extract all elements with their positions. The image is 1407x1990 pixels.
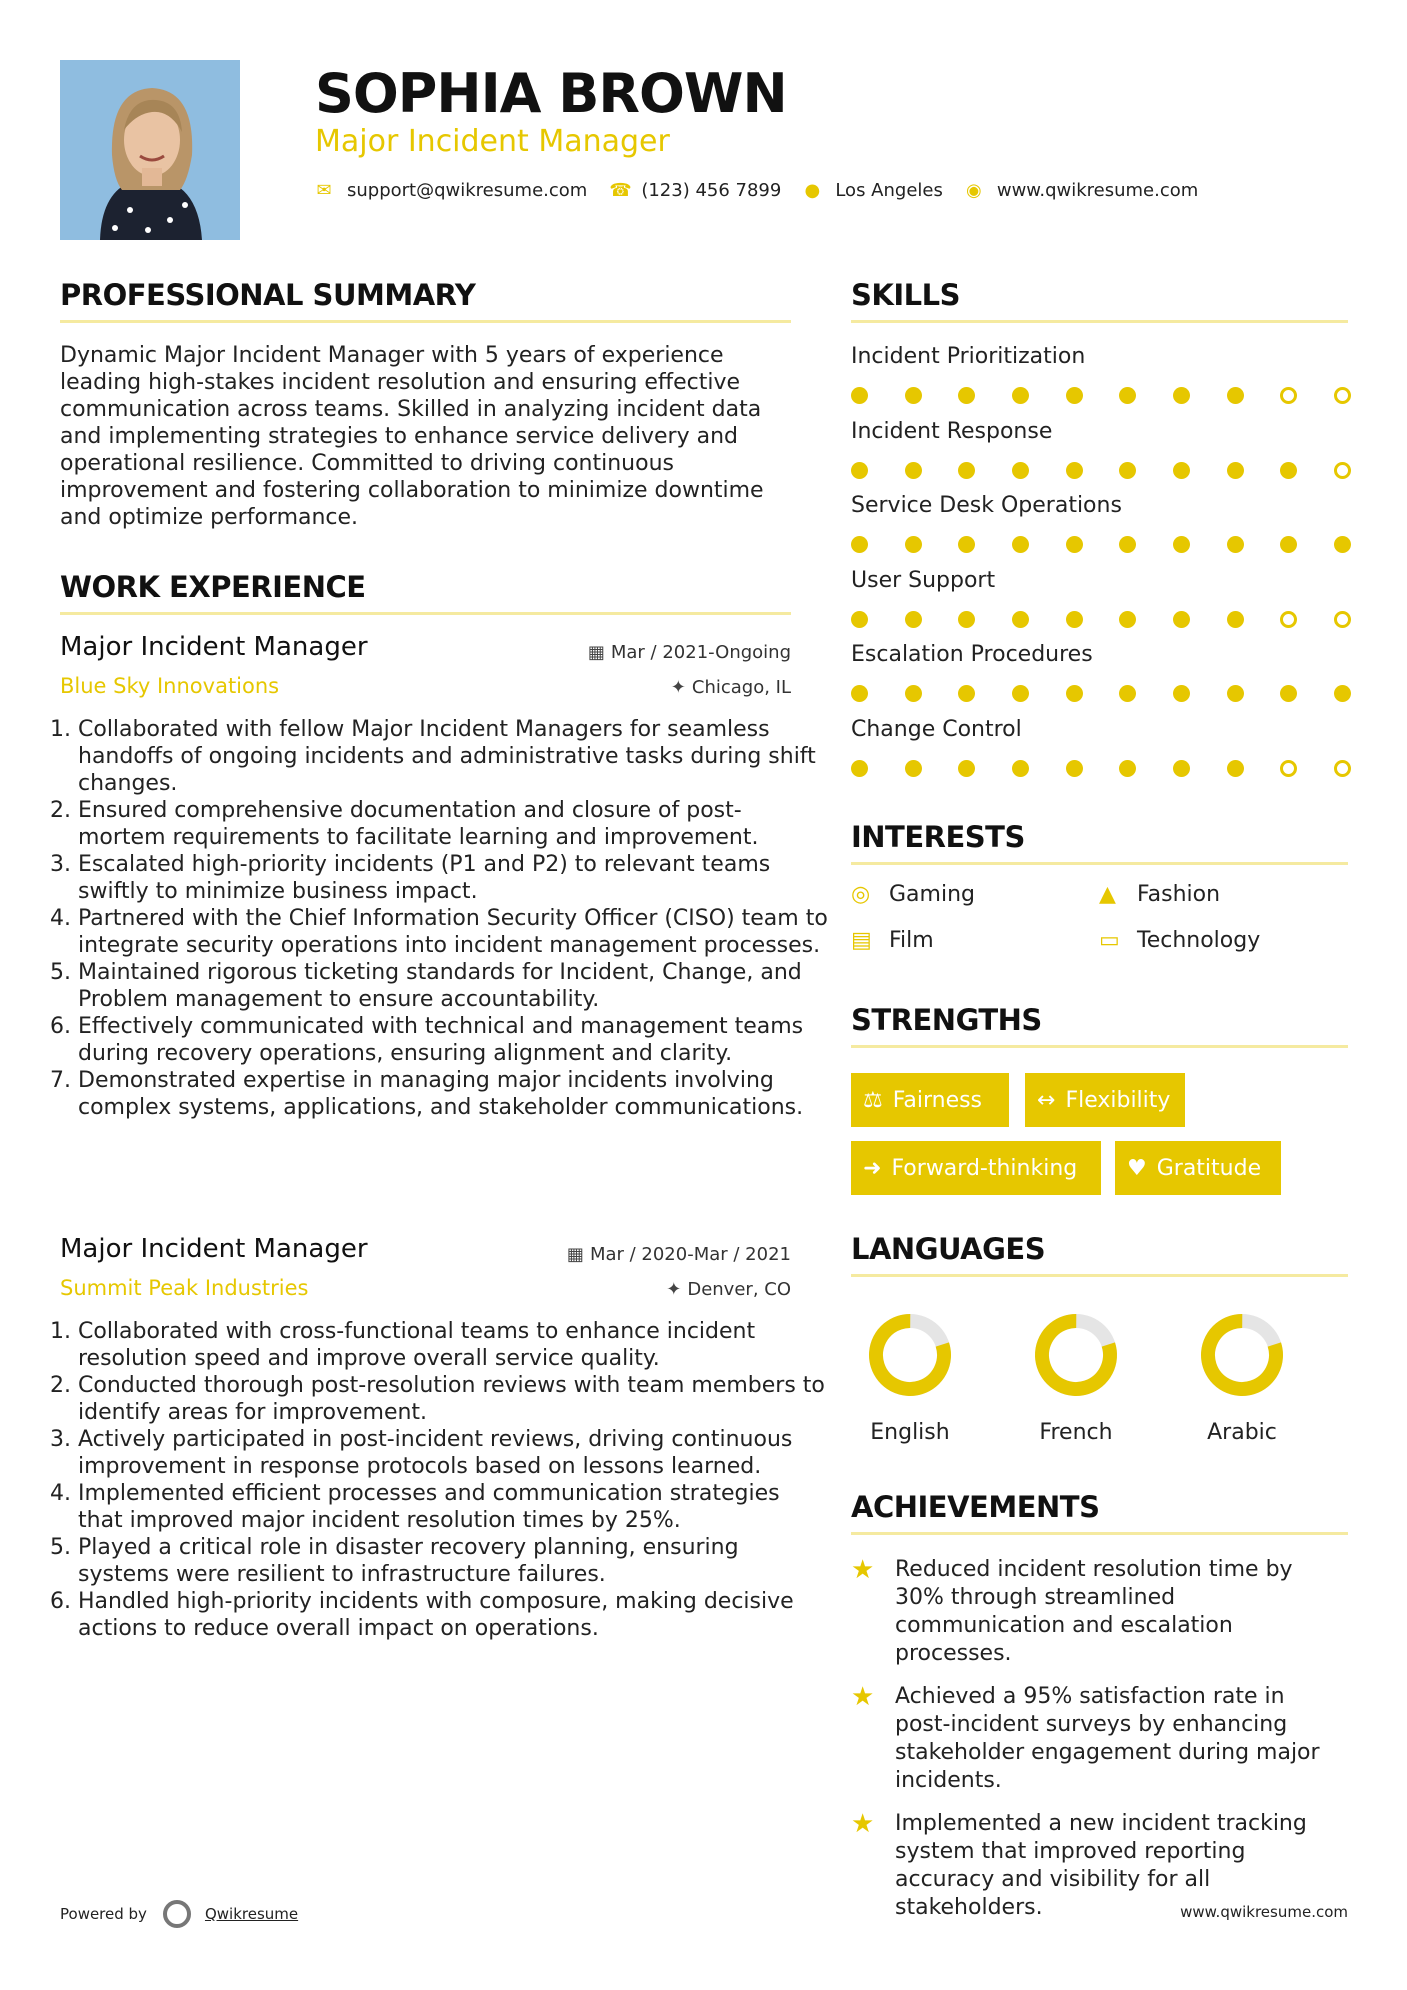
- job-bullet: 4. Partnered with the Chief Information Security Officer (CISO) team to integrate security operations into incident management processes.: [78, 905, 828, 959]
- location-text: Los Angeles: [835, 180, 943, 201]
- rating-dot-filled: [1119, 611, 1136, 628]
- envelope-icon: ✉: [316, 180, 332, 201]
- pushpin-icon: ✦: [670, 677, 686, 698]
- footer-powered: [60, 1900, 298, 1928]
- rating-dot-filled: [851, 536, 868, 553]
- job-bullet: 2. Ensured comprehensive documentation and closure of post-mortem requirements to facilitate learning and improvement.: [78, 797, 828, 851]
- language-label: Arabic: [1207, 1420, 1277, 1445]
- skill-name: Incident Response: [851, 418, 1053, 444]
- phone-text: (123) 456 7899: [641, 180, 782, 201]
- job-date: [588, 642, 791, 663]
- job-bullets: [50, 1318, 828, 1642]
- rating-dot-filled: [1119, 685, 1136, 702]
- website-text: www.qwikresume.com: [996, 180, 1199, 201]
- rating-dot-filled: [1227, 387, 1244, 404]
- job-location-text: Chicago, IL: [691, 677, 791, 698]
- candidate-role: Major Incident Manager: [315, 124, 670, 159]
- contact-website[interactable]: [965, 180, 1198, 201]
- strength-chip: [851, 1141, 1101, 1195]
- job-location: [666, 1279, 791, 1300]
- achievement-text: Implemented a new incident tracking system that improved reporting accuracy and visibility for all stakeholders.: [895, 1811, 1307, 1920]
- rating-dot-filled: [1173, 685, 1190, 702]
- rating-dot-filled: [1066, 536, 1083, 553]
- skill-item: [851, 344, 1351, 404]
- rating-dot-filled: [1227, 760, 1244, 777]
- rating-dot-filled: [1119, 536, 1136, 553]
- job-bullet: 2. Conducted thorough post-resolution reviews with team members to identify areas for improvement.: [78, 1372, 828, 1426]
- phone-icon: ☎: [609, 180, 632, 201]
- rating-dot-filled: [1066, 685, 1083, 702]
- rating-dot-filled: [905, 760, 922, 777]
- rating-dot-empty: [1280, 387, 1297, 404]
- rating-dot-filled: [851, 760, 868, 777]
- strength-chip: [1115, 1141, 1281, 1195]
- rating-dot-filled: [958, 611, 975, 628]
- rating-dot-filled: [1334, 536, 1351, 553]
- strengths-divider: [851, 1045, 1348, 1048]
- job-date-text: Mar / 2020-Mar / 2021: [589, 1244, 791, 1265]
- rating-dot-empty: [1334, 462, 1351, 479]
- map-pin-icon: ●: [804, 180, 821, 201]
- skill-rating: [851, 611, 1351, 628]
- achievements-divider: [851, 1532, 1348, 1535]
- achievements-title: ACHIEVEMENTS: [851, 1490, 1100, 1524]
- job-company: Blue Sky Innovations: [60, 674, 280, 698]
- interest-label: Technology: [1137, 928, 1261, 953]
- job-bullet: 4. Implemented efficient processes and communication strategies that improved major incident resolution times by 25%.: [78, 1480, 828, 1534]
- achievement-text: Achieved a 95% satisfaction rate in post-incident surveys by enhancing stakeholder engagement during major incidents.: [895, 1684, 1320, 1793]
- language-label: English: [870, 1420, 950, 1445]
- interest-item: [1099, 928, 1260, 953]
- job-bullet: 6. Handled high-priority incidents with composure, making decisive actions to reduce overall impact on operations.: [78, 1588, 828, 1642]
- strength-label: Gratitude: [1156, 1155, 1262, 1181]
- rating-dot-filled: [1066, 760, 1083, 777]
- profile-photo: [60, 60, 240, 240]
- skills-divider: [851, 320, 1348, 323]
- brand-link[interactable]: Qwikresume: [204, 1905, 299, 1923]
- rating-dot-empty: [1334, 611, 1351, 628]
- interest-label: Gaming: [889, 882, 975, 907]
- rating-dot-filled: [1012, 462, 1029, 479]
- skill-name: Service Desk Operations: [851, 493, 1122, 518]
- interest-item: [1099, 882, 1220, 907]
- contact-location: [803, 180, 943, 201]
- job-title: Major Incident Manager: [60, 632, 368, 662]
- star-icon: ★: [851, 1809, 875, 1839]
- rating-dot-filled: [1280, 536, 1297, 553]
- experience-title: WORK EXPERIENCE: [60, 570, 366, 604]
- strength-label: Fairness: [892, 1087, 983, 1113]
- rating-dot-filled: [1173, 387, 1190, 404]
- email-text: support@qwikresume.com: [347, 180, 588, 201]
- rating-dot-filled: [1227, 685, 1244, 702]
- skill-name: Incident Prioritization: [851, 344, 1086, 369]
- rating-dot-filled: [958, 387, 975, 404]
- job-company: Summit Peak Industries: [60, 1276, 309, 1300]
- skill-item: [851, 419, 1351, 479]
- job-location: [671, 677, 791, 698]
- skill-rating: [851, 462, 1351, 479]
- star-icon: ★: [851, 1555, 875, 1585]
- job-location-text: Denver, CO: [687, 1279, 791, 1300]
- interests-title: INTERESTS: [851, 820, 1025, 854]
- summary-divider: [60, 320, 791, 323]
- laptop-icon: ▭: [1099, 928, 1120, 953]
- rating-dot-empty: [1280, 611, 1297, 628]
- interests-divider: [851, 862, 1348, 865]
- job-date-text: Mar / 2021-Ongoing: [610, 642, 791, 663]
- language-label: French: [1039, 1420, 1113, 1445]
- rating-dot-filled: [1173, 462, 1190, 479]
- rating-dot-filled: [1012, 760, 1029, 777]
- rating-dot-filled: [851, 611, 868, 628]
- rating-dot-filled: [851, 387, 868, 404]
- strength-label: Flexibility: [1065, 1087, 1171, 1113]
- strength-chip: [851, 1073, 1009, 1127]
- rating-dot-filled: [1280, 462, 1297, 479]
- pushpin-icon: ✦: [666, 1279, 682, 1300]
- achievement-item: [851, 1556, 1351, 1668]
- job-title: Major Incident Manager: [60, 1234, 368, 1264]
- rating-dot-filled: [1173, 536, 1190, 553]
- languages-divider: [851, 1274, 1348, 1277]
- arrows-horizontal-icon: ↔: [1037, 1087, 1056, 1113]
- contact-bar: [315, 180, 1220, 201]
- experience-divider: [60, 612, 791, 615]
- job-bullet: 1. Collaborated with fellow Major Incident Managers for seamless handoffs of ongoing incidents and administrative tasks during shift changes.: [78, 716, 828, 797]
- rating-dot-filled: [1012, 387, 1029, 404]
- rating-dot-filled: [1173, 611, 1190, 628]
- rating-dot-filled: [905, 462, 922, 479]
- achievement-text: Reduced incident resolution time by 30% through streamlined communication and escalation processes.: [895, 1557, 1293, 1666]
- rating-dot-filled: [905, 387, 922, 404]
- strengths-title: STRENGTHS: [851, 1003, 1042, 1037]
- job-bullet: 5. Maintained rigorous ticketing standards for Incident, Change, and Problem management to ensure accountability.: [78, 959, 828, 1013]
- skill-item: [851, 717, 1351, 777]
- rating-dot-filled: [1066, 611, 1083, 628]
- skill-item: [851, 568, 1351, 628]
- rating-dot-filled: [1012, 536, 1029, 553]
- interest-item: [851, 882, 975, 907]
- arrow-right-icon: ➜: [863, 1155, 882, 1181]
- rating-dot-filled: [1227, 536, 1244, 553]
- gamepad-icon: ◎: [851, 882, 871, 907]
- rating-dot-filled: [905, 611, 922, 628]
- contact-phone[interactable]: [609, 180, 781, 201]
- film-icon: ▤: [851, 928, 872, 953]
- job-bullet: 3. Escalated high-priority incidents (P1 and P2) to relevant teams swiftly to minimize business impact.: [78, 851, 828, 905]
- rating-dot-filled: [1066, 462, 1083, 479]
- interest-item: [851, 928, 934, 953]
- job-bullet: 5. Played a critical role in disaster recovery planning, ensuring systems were resilient to infrastructure failures.: [78, 1534, 828, 1588]
- rating-dot-empty: [1334, 760, 1351, 777]
- rating-dot-filled: [1119, 462, 1136, 479]
- rating-dot-filled: [1334, 685, 1351, 702]
- star-icon: ★: [851, 1682, 875, 1712]
- job-bullets: [50, 716, 828, 1121]
- language-ring: [865, 1310, 955, 1400]
- languages-title: LANGUAGES: [851, 1232, 1046, 1266]
- language-item: [1167, 1310, 1317, 1445]
- strength-label: Forward-thinking: [891, 1155, 1078, 1181]
- qwikresume-logo-icon: [163, 1900, 191, 1928]
- rating-dot-filled: [1280, 685, 1297, 702]
- calendar-icon: ▦: [587, 642, 605, 663]
- rating-dot-filled: [1012, 611, 1029, 628]
- job-bullet: 7. Demonstrated expertise in managing major incidents involving complex systems, applications, and stakeholder communications.: [78, 1067, 828, 1121]
- job-bullet: 6. Effectively communicated with technical and management teams during recovery operations, ensuring alignment and clarity.: [78, 1013, 828, 1067]
- summary-text: Dynamic Major Incident Manager with 5 years of experience leading high-stakes incident resolution and ensuring effective communication across teams. Skilled in analyzing incident data and implementing strategies to enhance service delivery and operational resilience. Committed to driving continuous improvement and fostering collaboration to minimize downtime and optimize performance.: [60, 343, 764, 530]
- calendar-icon: ▦: [566, 1244, 584, 1265]
- rating-dot-filled: [1012, 685, 1029, 702]
- rating-dot-filled: [1119, 387, 1136, 404]
- language-ring: [1197, 1310, 1287, 1400]
- job-bullet: 1. Collaborated with cross-functional teams to enhance incident resolution speed and improve overall service quality.: [78, 1318, 828, 1372]
- shopping-bag-icon: ▲: [1099, 882, 1116, 907]
- rating-dot-filled: [958, 685, 975, 702]
- skill-rating: [851, 760, 1351, 777]
- language-ring: [1031, 1310, 1121, 1400]
- achievement-item: [851, 1683, 1351, 1795]
- summary-title: PROFESSIONAL SUMMARY: [60, 278, 476, 312]
- rating-dot-filled: [851, 685, 868, 702]
- rating-dot-filled: [958, 536, 975, 553]
- interest-label: Fashion: [1137, 882, 1221, 907]
- footer-site-link[interactable]: www.qwikresume.com: [1180, 1903, 1348, 1921]
- rating-dot-filled: [1066, 387, 1083, 404]
- powered-by-text: Powered by: [60, 1905, 147, 1923]
- rating-dot-empty: [1280, 760, 1297, 777]
- candidate-name: SOPHIA BROWN: [315, 62, 787, 125]
- strength-chip: [1025, 1073, 1185, 1127]
- rating-dot-filled: [958, 462, 975, 479]
- rating-dot-filled: [851, 462, 868, 479]
- language-item: [1001, 1310, 1151, 1445]
- skill-name: Change Control: [851, 716, 1022, 742]
- rating-dot-filled: [905, 536, 922, 553]
- rating-dot-filled: [958, 760, 975, 777]
- skill-name: Escalation Procedures: [851, 642, 1093, 667]
- skill-rating: [851, 387, 1351, 404]
- balance-scale-icon: ⚖: [863, 1087, 883, 1113]
- job-date: [567, 1244, 791, 1265]
- job-bullet: 3. Actively participated in post-incident reviews, driving continuous improvement in response protocols based on lessons learned.: [78, 1426, 828, 1480]
- language-item: [835, 1310, 985, 1445]
- rating-dot-filled: [1173, 760, 1190, 777]
- skill-item: [851, 642, 1351, 702]
- skill-rating: [851, 536, 1351, 553]
- globe-icon: ◉: [965, 180, 982, 201]
- heart-icon: ♥: [1127, 1155, 1147, 1181]
- contact-email[interactable]: [315, 180, 587, 201]
- skill-item: [851, 493, 1351, 553]
- rating-dot-filled: [1227, 611, 1244, 628]
- skills-title: SKILLS: [851, 278, 960, 312]
- skill-rating: [851, 685, 1351, 702]
- rating-dot-filled: [1227, 462, 1244, 479]
- interest-label: Film: [889, 928, 934, 953]
- rating-dot-empty: [1334, 387, 1351, 404]
- rating-dot-filled: [905, 685, 922, 702]
- skill-name: User Support: [851, 567, 996, 593]
- rating-dot-filled: [1119, 760, 1136, 777]
